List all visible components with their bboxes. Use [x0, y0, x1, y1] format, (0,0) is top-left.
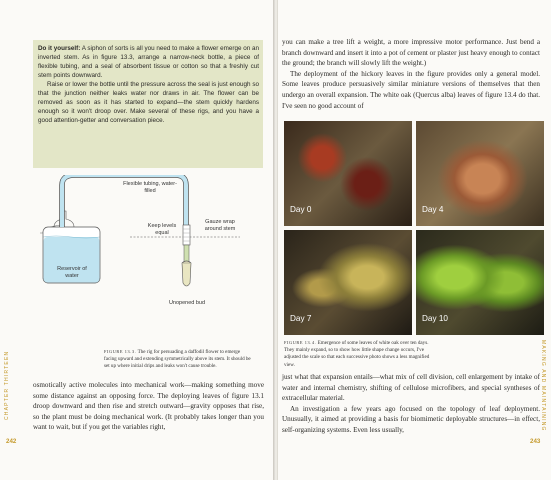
- figure-13-3-caption: [104, 348, 254, 371]
- right-body-text: [282, 372, 540, 436]
- right-top-text: [282, 37, 540, 111]
- photo-label-day-0: Day 0: [290, 205, 312, 214]
- sidebar-paragraph-1-text: A siphon of sorts is all you need to make a flower emerge on an inverted stem. As in figure 13.3, arrange a narrow-neck bottle, a piece of flexible tubing, and a seal of absorbent tissue or cotton so that a freshly cut stem points downward.: [38, 45, 259, 80]
- do-it-yourself-sidebar: [33, 40, 263, 168]
- siphon-rig-figure: [40, 175, 240, 345]
- siphon-rig-diagram: [40, 175, 240, 345]
- unopened-bud: [182, 261, 191, 286]
- label-gauze-wrap: Gauze wrap around stem: [204, 219, 236, 232]
- right-top-paragraph-2: The deployment of the hickory leaves in the figure provides only a general model. Some leaves produce persuasively similar miniature versions of themselves that then undergo an overall expansion. The white oak (Quercus alba) leaves of figure 13.4 do that. I've seen no good account of: [282, 69, 540, 110]
- left-body-text: [33, 380, 264, 433]
- label-flexible-tubing: Flexible tubing, water-filled: [123, 181, 177, 194]
- photo-day-10: [416, 230, 544, 335]
- right-page: [278, 0, 551, 480]
- figure-13-4-caption: [284, 339, 434, 369]
- oak-leaf-photo-grid: [284, 121, 544, 335]
- label-keep-levels-equal: Keep levels equal: [147, 223, 177, 236]
- photo-day-0: [284, 121, 412, 226]
- right-body-paragraph-1: just what that expansion entails—what mix of cell division, cell enlargement by intake of water and internal chemistry, shifting of cellulose microfibers, and special syntheses of extracellular material.: [282, 373, 540, 403]
- daffodil-stem: [184, 245, 189, 263]
- photo-day-4: [416, 121, 544, 226]
- gauze-wrap: [183, 225, 190, 245]
- photo-label-day-10: Day 10: [422, 314, 448, 323]
- sidebar-paragraph-1: [38, 44, 259, 80]
- sidebar-title: Do it yourself:: [38, 45, 81, 52]
- label-unopened-bud: Unopened bud: [168, 300, 206, 306]
- right-body-paragraph-2: An investigation a few years ago focused on the topology of leaf deployment. Unusually, it aimed at providing a basis for biomimetic deployable structures—in effect, self-organizing systems. Even less usually,: [282, 404, 540, 434]
- left-body-paragraph: osmotically active molecules into mechanical work—making something move some distance against an opposing force. The deploying leaves of figure 13.1 droop downward and then rise and stretch outward—gravity opposes that rise, so the plant must be doing mechanical work. (It probably takes longer than you want to wait, but if you get the variables right,: [33, 381, 264, 432]
- right-page-number: 243: [530, 438, 541, 445]
- figure-13-4-caption-label: FIGURE 13.4.: [284, 340, 317, 345]
- photo-label-day-4: Day 4: [422, 205, 444, 214]
- figure-13-4-caption-text: Emergence of some leaves of white oak over ten days. They mainly expand, so to show how little shape change occurs, I've adjusted the scale so that each successive photo shows a less magnified view.: [284, 340, 430, 368]
- photo-label-day-7: Day 7: [290, 314, 312, 323]
- left-running-head: CHAPTER THIRTEEN: [4, 350, 10, 420]
- left-page: [0, 0, 273, 480]
- sidebar-paragraph-2: Raise or lower the bottle until the pressure across the seal is just enough so that the junction neither leaks water nor draws in air. The flower can be removed as soon as it has started to expand—the stem quickly hardens enough so it won't droop over. Make several of these rigs, and you have a good attention-getter and conversation piece.: [38, 81, 259, 125]
- right-running-head: MAKING AND MAINTAINING: [540, 340, 546, 432]
- right-top-paragraph-1: you can make a tree lift a weight, a more impressive motor performance. Just bend a branch downward and insert it into a pot of cement or plaster just heavy enough to contact the ground; the branch will slowly lift the weight.): [282, 38, 540, 68]
- photo-day-7: [284, 230, 412, 335]
- label-reservoir: Reservoir of water: [57, 266, 87, 279]
- left-page-number: 242: [6, 438, 17, 445]
- figure-13-3-caption-text: The rig for persuading a daffodil flower to emerge facing upward and extending symmetrically above its stem. It should be set up where initial drips and leaks won't cause trouble.: [104, 349, 251, 370]
- figure-13-3-caption-label: FIGURE 13.3.: [104, 349, 137, 354]
